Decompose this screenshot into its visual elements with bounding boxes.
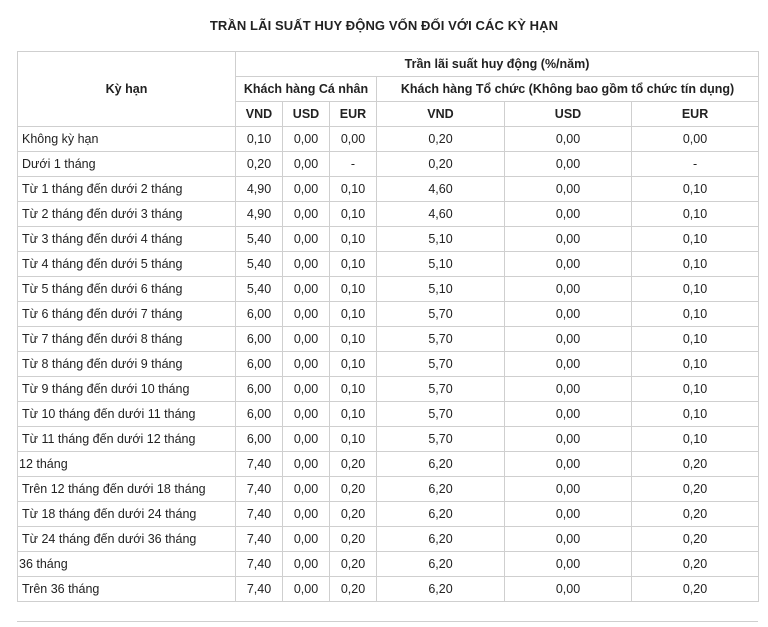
rate-cell: 6,20 [377, 527, 505, 552]
rate-cell: 0,00 [283, 377, 330, 402]
rate-cell: 0,20 [632, 552, 759, 577]
rate-cell: 6,20 [377, 477, 505, 502]
rate-cell: 0,20 [632, 502, 759, 527]
currency-header: EUR [330, 102, 377, 127]
table-row [18, 202, 759, 227]
term-cell: Từ 8 tháng đến dưới 9 tháng [18, 352, 236, 377]
rate-cell: 0,00 [505, 127, 632, 152]
currency-header: EUR [632, 102, 759, 127]
term-cell: Từ 1 tháng đến dưới 2 tháng [18, 177, 236, 202]
rate-cell: 0,10 [632, 427, 759, 452]
rate-cell: 0,10 [330, 177, 377, 202]
rate-cell: 0,20 [632, 477, 759, 502]
page-title: TRẦN LÃI SUẤT HUY ĐỘNG VỐN ĐỐI VỚI CÁC KỲ HẠN [209, 18, 559, 33]
rate-cell: 4,60 [377, 202, 505, 227]
rate-cell: 0,10 [330, 277, 377, 302]
rate-cell: 4,90 [236, 177, 283, 202]
term-cell: Từ 18 tháng đến dưới 24 tháng [18, 502, 236, 527]
rate-cell: 0,00 [505, 177, 632, 202]
term-cell: Từ 9 tháng đến dưới 10 tháng [18, 377, 236, 402]
rate-cell: 0,00 [505, 477, 632, 502]
rate-cell: 6,00 [236, 402, 283, 427]
rate-cell: 6,20 [377, 452, 505, 477]
term-cell: Từ 7 tháng đến dưới 8 tháng [18, 327, 236, 352]
rate-cell: 0,10 [330, 252, 377, 277]
rate-cell: 5,10 [377, 277, 505, 302]
rate-cell: 0,10 [330, 227, 377, 252]
table-row [18, 477, 759, 502]
rate-cell: 0,00 [283, 402, 330, 427]
rate-cell: 0,00 [283, 527, 330, 552]
rate-cell: 0,00 [505, 552, 632, 577]
organization-customer-header: Khách hàng Tổ chức (Không bao gồm tổ chức tín dụng) [377, 77, 759, 102]
rate-cell: 0,00 [505, 427, 632, 452]
rate-cell: 0,00 [330, 127, 377, 152]
rate-cell: 6,00 [236, 377, 283, 402]
rate-cell: 0,10 [236, 127, 283, 152]
rate-cell: 0,00 [283, 477, 330, 502]
term-cell: Từ 5 tháng đến dưới 6 tháng [18, 277, 236, 302]
rate-cell: 5,70 [377, 377, 505, 402]
rate-cell: 0,10 [632, 252, 759, 277]
rate-cell: 0,20 [330, 452, 377, 477]
rate-cell: 0,00 [283, 177, 330, 202]
term-cell: Từ 4 tháng đến dưới 5 tháng [18, 252, 236, 277]
rate-cell: 7,40 [236, 477, 283, 502]
table-row [18, 552, 759, 577]
term-cell: Từ 10 tháng đến dưới 11 tháng [18, 402, 236, 427]
rate-cell: 0,10 [632, 227, 759, 252]
rate-cell: - [330, 152, 377, 177]
currency-header: USD [283, 102, 330, 127]
rate-cell: 0,00 [283, 277, 330, 302]
rate-cell: 0,10 [330, 202, 377, 227]
rate-cell: 0,00 [283, 202, 330, 227]
rate-cell: 0,00 [283, 502, 330, 527]
rate-cell: 4,60 [377, 177, 505, 202]
table-row [18, 352, 759, 377]
rate-cell: 0,20 [330, 577, 377, 602]
rate-cell: 5,70 [377, 302, 505, 327]
table-row [18, 227, 759, 252]
rate-cell: 5,10 [377, 252, 505, 277]
rate-cell: 0,10 [330, 402, 377, 427]
rate-cell: 0,20 [330, 502, 377, 527]
rate-cell: 5,70 [377, 327, 505, 352]
rate-cell: 0,00 [283, 252, 330, 277]
rate-cell: 0,20 [377, 152, 505, 177]
term-cell: Không kỳ hạn [18, 127, 236, 152]
term-cell: Trên 12 tháng đến dưới 18 tháng [18, 477, 236, 502]
rate-cell: 0,10 [330, 302, 377, 327]
rate-cell: 0,00 [283, 352, 330, 377]
rate-cell: 0,10 [632, 277, 759, 302]
rate-cell: 0,00 [505, 327, 632, 352]
rate-cell: 0,00 [283, 452, 330, 477]
rate-cell: 0,00 [505, 277, 632, 302]
rate-cell: 5,70 [377, 427, 505, 452]
currency-header: VND [377, 102, 505, 127]
rate-cell: 0,00 [505, 402, 632, 427]
rate-cell: 7,40 [236, 502, 283, 527]
table-row [18, 252, 759, 277]
rate-cell: 0,10 [632, 402, 759, 427]
rate-cell: 0,10 [632, 327, 759, 352]
rate-cell: 0,10 [632, 177, 759, 202]
rate-cell: 5,40 [236, 252, 283, 277]
table-row [18, 127, 759, 152]
table-row [18, 402, 759, 427]
table-row [18, 277, 759, 302]
rate-cell: 0,20 [236, 152, 283, 177]
rate-cell: 0,00 [632, 127, 759, 152]
table-row [18, 527, 759, 552]
rate-cell: 7,40 [236, 577, 283, 602]
interest-rate-table [17, 51, 759, 602]
table-row [18, 302, 759, 327]
rate-cell: 0,00 [505, 527, 632, 552]
rate-cell: 0,00 [283, 302, 330, 327]
currency-header: VND [236, 102, 283, 127]
term-cell: 36 tháng [18, 552, 236, 577]
rate-cell: 6,20 [377, 577, 505, 602]
rate-cell: 4,90 [236, 202, 283, 227]
rate-cell: 5,70 [377, 402, 505, 427]
table-row [18, 152, 759, 177]
rate-cell: 0,10 [330, 327, 377, 352]
rate-cell: 0,00 [505, 227, 632, 252]
rate-cell: 5,10 [377, 227, 505, 252]
table-row [18, 377, 759, 402]
rate-cell: 6,00 [236, 427, 283, 452]
table-row [18, 177, 759, 202]
rate-cell: 0,10 [632, 352, 759, 377]
term-column-header: Kỳ hạn [18, 52, 236, 127]
table-row [18, 502, 759, 527]
rate-cell: - [632, 152, 759, 177]
rate-cell: 0,00 [505, 377, 632, 402]
rate-cell: 0,20 [330, 527, 377, 552]
rate-cell: 6,20 [377, 502, 505, 527]
rate-cell: 0,20 [330, 477, 377, 502]
rate-cell: 0,00 [505, 452, 632, 477]
rate-cell: 6,00 [236, 352, 283, 377]
term-cell: 12 tháng [18, 452, 236, 477]
ceiling-rate-header: Trần lãi suất huy động (%/năm) [236, 52, 759, 77]
rate-cell: 5,70 [377, 352, 505, 377]
rate-cell: 7,40 [236, 527, 283, 552]
currency-header: USD [505, 102, 632, 127]
rate-table-body [18, 127, 759, 602]
rate-cell: 6,20 [377, 552, 505, 577]
rate-cell: 0,10 [632, 202, 759, 227]
rate-cell: 7,40 [236, 552, 283, 577]
rate-cell: 0,00 [505, 502, 632, 527]
rate-cell: 0,00 [505, 152, 632, 177]
rate-cell: 0,20 [632, 452, 759, 477]
table-row [18, 577, 759, 602]
rate-cell: 0,20 [632, 577, 759, 602]
rate-cell: 0,10 [330, 352, 377, 377]
term-cell: Trên 36 tháng [18, 577, 236, 602]
rate-cell: 0,20 [330, 552, 377, 577]
rate-cell: 0,00 [505, 202, 632, 227]
table-row [18, 327, 759, 352]
rate-cell: 0,20 [377, 127, 505, 152]
rate-cell: 0,00 [505, 577, 632, 602]
rate-cell: 7,40 [236, 452, 283, 477]
rate-cell: 0,00 [283, 552, 330, 577]
term-cell: Từ 6 tháng đến dưới 7 tháng [18, 302, 236, 327]
rate-cell: 0,20 [632, 527, 759, 552]
term-cell: Từ 11 tháng đến dưới 12 tháng [18, 427, 236, 452]
term-cell: Từ 24 tháng đến dưới 36 tháng [18, 527, 236, 552]
rate-cell: 0,00 [505, 302, 632, 327]
term-cell: Dưới 1 tháng [18, 152, 236, 177]
term-cell: Từ 2 tháng đến dưới 3 tháng [18, 202, 236, 227]
rate-cell: 0,00 [283, 227, 330, 252]
rate-cell: 5,40 [236, 227, 283, 252]
rate-cell: 0,10 [632, 302, 759, 327]
rate-cell: 0,00 [283, 577, 330, 602]
term-cell: Từ 3 tháng đến dưới 4 tháng [18, 227, 236, 252]
individual-customer-header: Khách hàng Cá nhân [236, 77, 377, 102]
rate-cell: 0,00 [505, 252, 632, 277]
rate-cell: 0,10 [330, 377, 377, 402]
rate-cell: 0,00 [505, 352, 632, 377]
rate-cell: 6,00 [236, 327, 283, 352]
table-row [18, 427, 759, 452]
table-continuation-edge [17, 621, 758, 627]
rate-cell: 0,00 [283, 327, 330, 352]
rate-cell: 0,00 [283, 427, 330, 452]
rate-cell: 0,00 [283, 127, 330, 152]
rate-cell: 6,00 [236, 302, 283, 327]
table-row [18, 452, 759, 477]
rate-cell: 0,00 [283, 152, 330, 177]
rate-cell: 0,10 [632, 377, 759, 402]
rate-cell: 0,10 [330, 427, 377, 452]
rate-cell: 5,40 [236, 277, 283, 302]
